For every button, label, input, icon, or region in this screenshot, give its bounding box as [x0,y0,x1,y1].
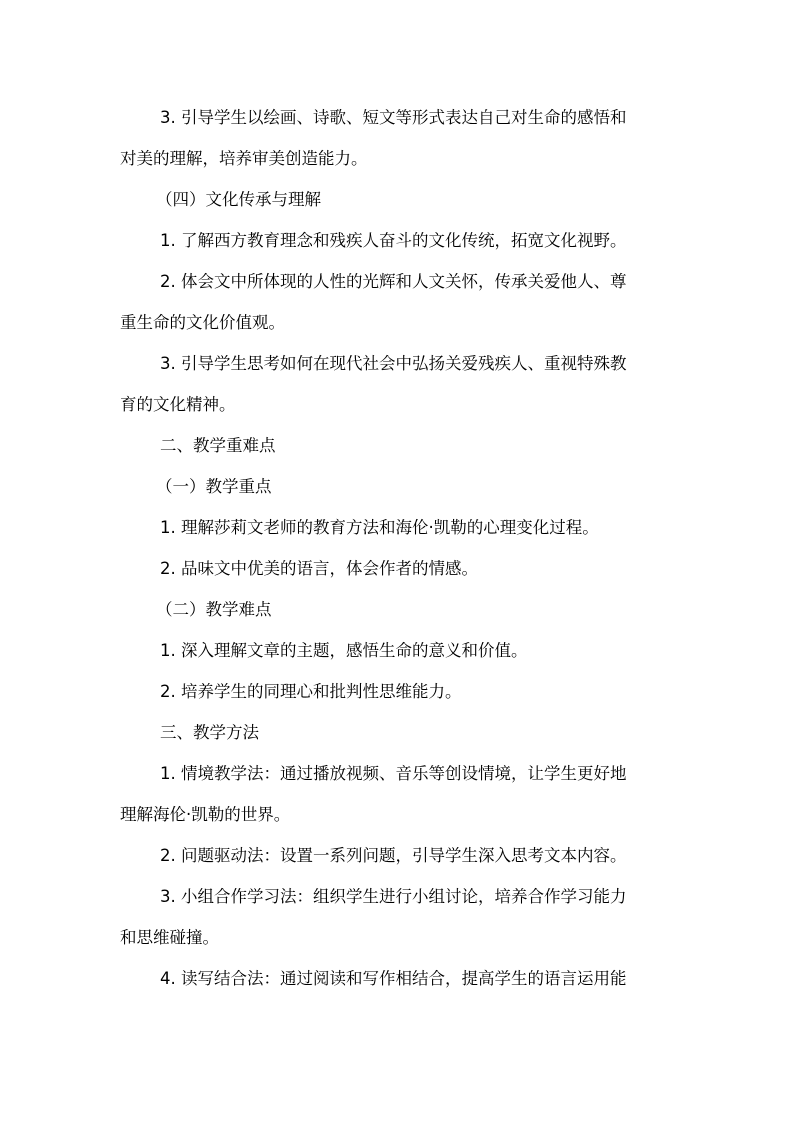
document-body [120,100,678,997]
paragraph-line: 3. 小组合作学习法：组织学生进行小组讨论，培养合作学习能力 [160,887,627,906]
paragraph-line: 和思维碰撞。 [120,928,219,947]
section-heading: 二、教学重难点 [160,436,276,455]
paragraph-line: 1. 了解西方教育理念和残疾人奋斗的文化传统，拓宽文化视野。 [160,231,627,250]
paragraph-line: 育的文化精神。 [120,395,236,414]
paragraph-line: 1. 深入理解文章的主题，感悟生命的意义和价值。 [160,641,528,660]
section-heading: （二）教学难点 [156,600,272,619]
section-heading: 三、教学方法 [160,723,259,742]
paragraph-line: 3. 引导学生思考如何在现代社会中弘扬关爱残疾人、重视特殊教 [160,354,627,373]
section-heading: （一）教学重点 [156,477,272,496]
paragraph-line: 4. 读写结合法：通过阅读和写作相结合，提高学生的语言运用能 [160,969,627,988]
paragraph-line: 3. 引导学生以绘画、诗歌、短文等形式表达自己对生命的感悟和 [160,108,627,127]
paragraph-line: 重生命的文化价值观。 [120,313,285,332]
paragraph-line: 理解海伦·凯勒的世界。 [120,805,291,824]
paragraph-line: 1. 情境教学法：通过播放视频、音乐等创设情境，让学生更好地 [160,764,627,783]
paragraph-line: 2. 培养学生的同理心和批判性思维能力。 [160,682,462,701]
paragraph-line: 2. 问题驱动法：设置一系列问题，引导学生深入思考文本内容。 [160,846,627,865]
paragraph-line: 对美的理解，培养审美创造能力。 [120,149,368,168]
section-heading: （四）文化传承与理解 [156,190,321,209]
paragraph-line: 2. 品味文中优美的语言，体会作者的情感。 [160,559,478,578]
paragraph-line: 2. 体会文中所体现的人性的光辉和人文关怀，传承关爱他人、尊 [160,272,627,291]
paragraph-line: 1. 理解莎莉文老师的教育方法和海伦·凯勒的心理变化过程。 [160,518,599,537]
